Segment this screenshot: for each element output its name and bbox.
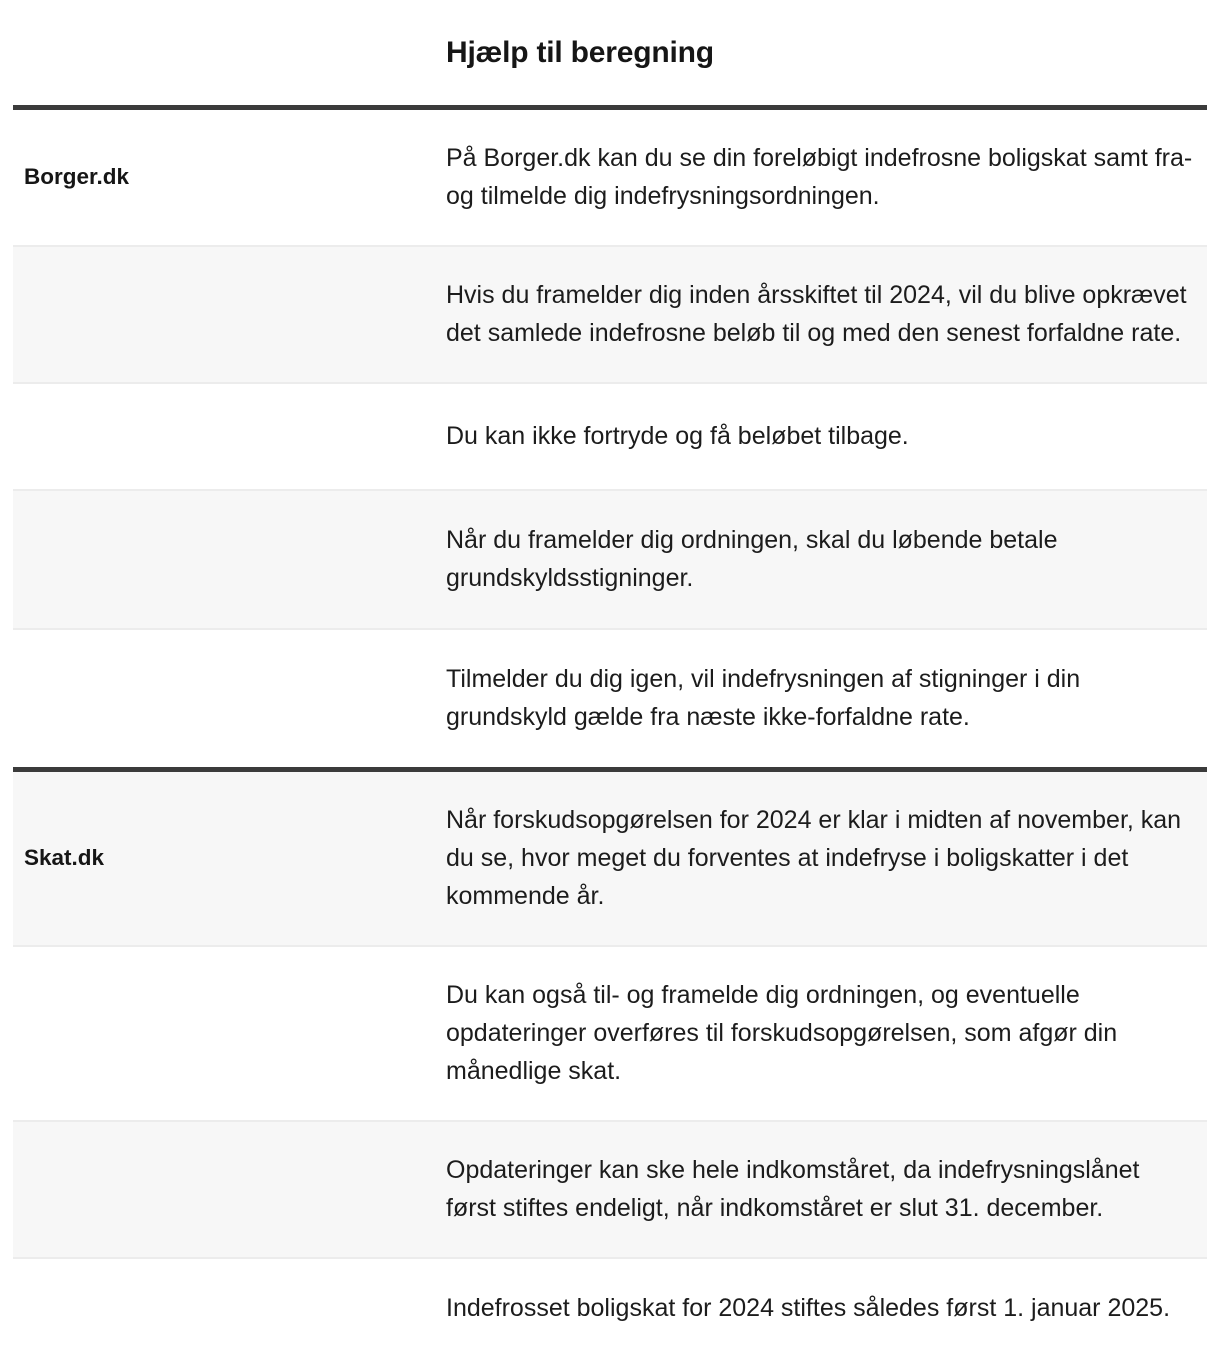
section-borger-dk — [13, 110, 1207, 767]
row-body-text: Når forskudsopgørelsen for 2024 er klar i midten af november, kan du se, hvor meget du forventes at indefryse i boligskatter i det kommende år. — [446, 806, 1182, 910]
table-row — [13, 110, 1207, 245]
section-label-skat-dk: Skat.dk — [24, 845, 105, 871]
table-row — [13, 772, 1207, 945]
row-body-cell — [446, 947, 1207, 1120]
row-body-text: Du kan ikke fortryde og få beløbet tilbage. — [446, 422, 909, 450]
row-body-cell — [446, 491, 1207, 628]
row-body-cell — [446, 110, 1207, 245]
table-row — [13, 628, 1207, 767]
row-label-cell — [13, 630, 446, 767]
row-label-cell — [13, 947, 446, 1120]
row-body-cell — [446, 630, 1207, 767]
row-body-text: Opdateringer kan ske hele indkomståret, da indefrysningslånet først stiftes endeligt, når indkomståret er slut 31. december. — [446, 1156, 1140, 1222]
row-label-cell — [13, 1122, 446, 1257]
section-label-borger-dk: Borger.dk — [24, 164, 130, 190]
table-row — [13, 489, 1207, 628]
row-label-cell — [13, 110, 446, 245]
table-row — [13, 1120, 1207, 1257]
page-title: Hjælp til beregning — [446, 35, 714, 69]
row-body-cell — [446, 384, 1207, 489]
row-label-cell — [13, 772, 446, 945]
row-body-text: På Borger.dk kan du se din foreløbigt indefrosne boligskat samt fra- og tilmelde dig indefrysningsordningen. — [446, 144, 1193, 210]
row-body-text: Tilmelder du dig igen, vil indefrysningen af stigninger i din grundskyld gælde fra næste ikke-forfaldne rate. — [446, 665, 1081, 731]
row-label-cell — [13, 1259, 446, 1358]
section-skat-dk — [13, 772, 1207, 1358]
table-row — [13, 1257, 1207, 1358]
row-body-cell — [446, 1122, 1207, 1257]
row-label-cell — [13, 491, 446, 628]
row-body-text: Du kan også til- og framelde dig ordningen, og eventuelle opdateringer overføres til forskudsopgørelsen, som afgør din månedlige skat. — [446, 981, 1118, 1085]
table-row — [13, 945, 1207, 1120]
row-body-text: Hvis du framelder dig inden årsskiftet til 2024, vil du blive opkrævet det samlede indefrosne beløb til og med den senest forfaldne rate. — [446, 281, 1187, 347]
row-body-cell — [446, 1259, 1207, 1358]
page-title-row — [13, 0, 1207, 105]
table-row — [13, 382, 1207, 489]
table-row — [13, 245, 1207, 382]
row-body-cell — [446, 247, 1207, 382]
row-body-text: Når du framelder dig ordningen, skal du løbende betale grundskyldsstigninger. — [446, 526, 1058, 592]
row-body-text: Indefrosset boligskat for 2024 stiftes således først 1. januar 2025. — [446, 1294, 1171, 1322]
row-label-cell — [13, 247, 446, 382]
row-body-cell — [446, 772, 1207, 945]
row-label-cell — [13, 384, 446, 489]
